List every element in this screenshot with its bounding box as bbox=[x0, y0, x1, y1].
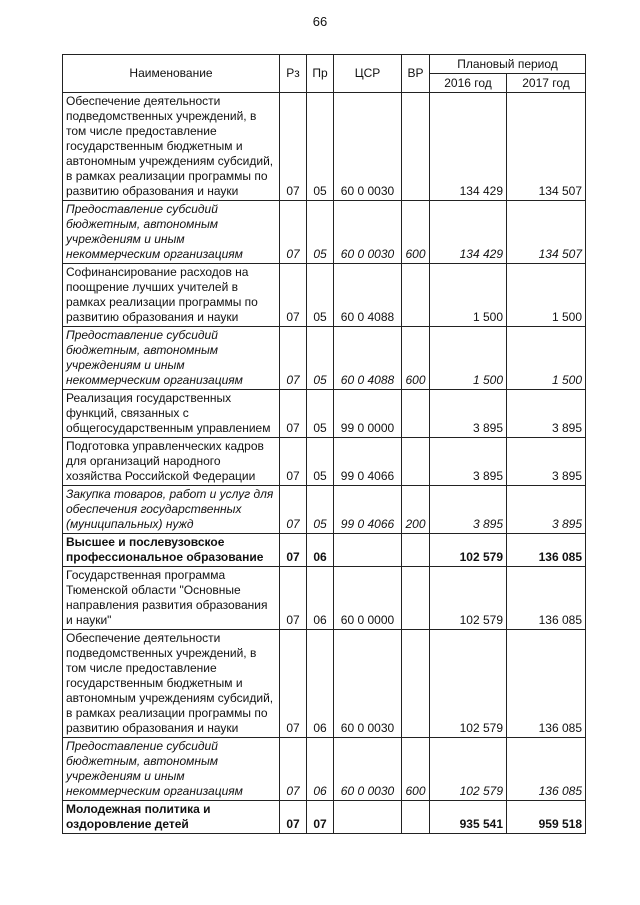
row-csr: 60 0 0030 bbox=[334, 738, 402, 801]
row-csr: 60 0 0030 bbox=[334, 93, 402, 201]
row-value-2016: 102 579 bbox=[430, 738, 507, 801]
row-rz: 07 bbox=[280, 486, 307, 534]
row-csr: 99 0 4066 bbox=[334, 438, 402, 486]
row-rz: 07 bbox=[280, 534, 307, 567]
row-pr: 05 bbox=[307, 93, 334, 201]
row-vr bbox=[402, 264, 430, 327]
row-pr: 06 bbox=[307, 738, 334, 801]
row-pr: 05 bbox=[307, 264, 334, 327]
row-pr: 05 bbox=[307, 438, 334, 486]
table-row bbox=[63, 264, 586, 327]
header-planned-period: Плановый период bbox=[430, 55, 586, 74]
row-vr bbox=[402, 438, 430, 486]
row-csr: 60 0 4088 bbox=[334, 327, 402, 390]
row-csr: 99 0 0000 bbox=[334, 390, 402, 438]
row-value-2017: 3 895 bbox=[507, 486, 586, 534]
header-vr: ВР bbox=[402, 55, 430, 93]
row-value-2017: 136 085 bbox=[507, 567, 586, 630]
row-value-2016: 1 500 bbox=[430, 264, 507, 327]
row-name: Подготовка управленческих кадров для организаций народного хозяйства Российской Федерации bbox=[63, 438, 280, 486]
table-row bbox=[63, 738, 586, 801]
row-rz: 07 bbox=[280, 327, 307, 390]
row-rz: 07 bbox=[280, 201, 307, 264]
row-name: Предоставление субсидий бюджетным, автономным учреждениям и иным некоммерческим организациям bbox=[63, 738, 280, 801]
row-name: Обеспечение деятельности подведомственных учреждений, в том числе предоставление государственным бюджетным и автономным учреждениям субсидий, в рамках реализации программы по развитию образования и науки bbox=[63, 93, 280, 201]
row-pr: 05 bbox=[307, 390, 334, 438]
header-name: Наименование bbox=[63, 55, 280, 93]
row-value-2017: 3 895 bbox=[507, 438, 586, 486]
header-pr: Пр bbox=[307, 55, 334, 93]
budget-table bbox=[62, 54, 586, 834]
header-csr: ЦСР bbox=[334, 55, 402, 93]
table-row bbox=[63, 390, 586, 438]
page-number: 66 bbox=[312, 14, 328, 29]
row-value-2016: 1 500 bbox=[430, 327, 507, 390]
row-csr: 60 0 0030 bbox=[334, 201, 402, 264]
row-vr: 600 bbox=[402, 327, 430, 390]
row-value-2017: 136 085 bbox=[507, 534, 586, 567]
row-vr: 200 bbox=[402, 486, 430, 534]
row-rz: 07 bbox=[280, 93, 307, 201]
row-csr bbox=[334, 801, 402, 834]
row-vr bbox=[402, 567, 430, 630]
row-csr: 99 0 4066 bbox=[334, 486, 402, 534]
row-rz: 07 bbox=[280, 801, 307, 834]
row-vr: 600 bbox=[402, 738, 430, 801]
row-value-2017: 134 507 bbox=[507, 201, 586, 264]
row-value-2016: 102 579 bbox=[430, 567, 507, 630]
table-row bbox=[63, 93, 586, 201]
row-csr: 60 0 0000 bbox=[334, 567, 402, 630]
row-pr: 06 bbox=[307, 534, 334, 567]
row-name: Закупка товаров, работ и услуг для обеспечения государственных (муниципальных) нужд bbox=[63, 486, 280, 534]
table-row bbox=[63, 327, 586, 390]
row-vr bbox=[402, 801, 430, 834]
row-value-2017: 136 085 bbox=[507, 630, 586, 738]
row-vr bbox=[402, 390, 430, 438]
row-value-2016: 3 895 bbox=[430, 438, 507, 486]
row-name: Реализация государственных функций, связанных с общегосударственным управлением bbox=[63, 390, 280, 438]
row-rz: 07 bbox=[280, 567, 307, 630]
row-value-2016: 102 579 bbox=[430, 534, 507, 567]
row-rz: 07 bbox=[280, 438, 307, 486]
row-csr: 60 0 4088 bbox=[334, 264, 402, 327]
row-value-2017: 1 500 bbox=[507, 327, 586, 390]
row-rz: 07 bbox=[280, 264, 307, 327]
row-pr: 05 bbox=[307, 201, 334, 264]
table-row bbox=[63, 630, 586, 738]
table-row bbox=[63, 486, 586, 534]
table-row bbox=[63, 438, 586, 486]
row-value-2016: 935 541 bbox=[430, 801, 507, 834]
row-name: Молодежная политика и оздоровление детей bbox=[63, 801, 280, 834]
row-value-2016: 134 429 bbox=[430, 93, 507, 201]
row-value-2016: 3 895 bbox=[430, 486, 507, 534]
row-pr: 05 bbox=[307, 486, 334, 534]
row-value-2016: 134 429 bbox=[430, 201, 507, 264]
row-name: Предоставление субсидий бюджетным, автономным учреждениям и иным некоммерческим организациям bbox=[63, 327, 280, 390]
row-vr: 600 bbox=[402, 201, 430, 264]
row-rz: 07 bbox=[280, 738, 307, 801]
row-csr bbox=[334, 534, 402, 567]
row-value-2017: 134 507 bbox=[507, 93, 586, 201]
row-pr: 07 bbox=[307, 801, 334, 834]
row-vr bbox=[402, 534, 430, 567]
header-rz: Рз bbox=[280, 55, 307, 93]
row-name: Софинансирование расходов на поощрение лучших учителей в рамках реализации программы по развитию образования и науки bbox=[63, 264, 280, 327]
row-pr: 05 bbox=[307, 327, 334, 390]
row-value-2016: 102 579 bbox=[430, 630, 507, 738]
row-value-2016: 3 895 bbox=[430, 390, 507, 438]
table-body bbox=[63, 93, 586, 834]
row-vr bbox=[402, 93, 430, 201]
row-pr: 06 bbox=[307, 567, 334, 630]
row-vr bbox=[402, 630, 430, 738]
row-pr: 06 bbox=[307, 630, 334, 738]
header-year-2016: 2016 год bbox=[430, 74, 507, 93]
table-row bbox=[63, 201, 586, 264]
row-name: Обеспечение деятельности подведомственных учреждений, в том числе предоставление государственным бюджетным и автономным учреждениям субсидий, в рамках реализации программы по развитию образования и науки bbox=[63, 630, 280, 738]
row-value-2017: 3 895 bbox=[507, 390, 586, 438]
row-value-2017: 1 500 bbox=[507, 264, 586, 327]
row-value-2017: 136 085 bbox=[507, 738, 586, 801]
row-name: Предоставление субсидий бюджетным, автономным учреждениям и иным некоммерческим организациям bbox=[63, 201, 280, 264]
row-rz: 07 bbox=[280, 390, 307, 438]
table-row bbox=[63, 567, 586, 630]
row-value-2017: 959 518 bbox=[507, 801, 586, 834]
row-name: Высшее и послевузовское профессиональное образование bbox=[63, 534, 280, 567]
row-csr: 60 0 0030 bbox=[334, 630, 402, 738]
header-year-2017: 2017 год bbox=[507, 74, 586, 93]
table-row bbox=[63, 534, 586, 567]
table-row bbox=[63, 801, 586, 834]
row-name: Государственная программа Тюменской области "Основные направления развития образования и науки" bbox=[63, 567, 280, 630]
row-rz: 07 bbox=[280, 630, 307, 738]
